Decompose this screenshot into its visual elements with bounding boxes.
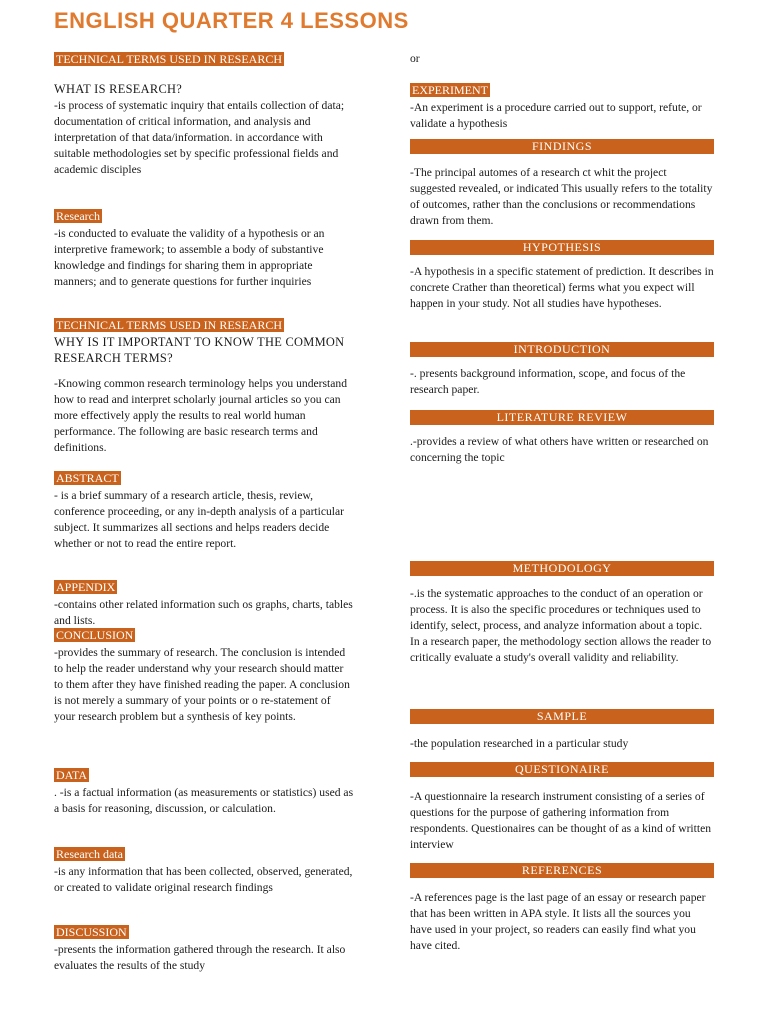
section-label: TECHNICAL TERMS USED IN RESEARCH	[56, 52, 283, 66]
section-text: -the population researched in a particular study	[410, 737, 629, 750]
section-heading: WHY IS IT IMPORTANT TO KNOW THE COMMON RESEARCH TERMS?	[54, 335, 345, 365]
section-technical-terms	[54, 50, 284, 68]
section-text: -presents the information gathered through the research. It also evaluates the results of the study	[54, 943, 346, 972]
section-label: ABSTRACT	[56, 471, 119, 485]
section-introduction	[410, 342, 714, 398]
section-references	[410, 863, 714, 954]
section-label: INTRODUCTION	[410, 342, 714, 357]
section-data	[54, 766, 354, 817]
section-text: -A hypothesis in a specific statement of prediction. It describes in concrete Crather than theoretical) ferms what you expect will happen in your study. Not all studies have hypotheses.	[410, 265, 714, 310]
page-title: ENGLISH QUARTER 4 LESSONS	[54, 8, 409, 33]
section-label: METHODOLOGY	[410, 561, 714, 576]
section-methodology	[410, 561, 714, 666]
section-conclusion	[54, 626, 354, 725]
section-abstract	[54, 469, 354, 552]
section-text: .-provides a review of what others have written or researched on concerning the topic	[410, 435, 709, 464]
section-label: FINDINGS	[410, 139, 714, 154]
section-label: HYPOTHESIS	[410, 240, 714, 255]
section-text: -is conducted to evaluate the validity of a hypothesis or an interpretive framework; to assemble a body of substantive knowledge and findings for sharing them in appropriate manners; and to generate questions for further inquiries	[54, 227, 325, 288]
section-what-is-research	[54, 81, 354, 178]
section-research	[54, 207, 354, 290]
section-text: -. presents background information, scope, and focus of the research paper.	[410, 367, 686, 396]
section-text: -A questionnaire la research instrument consisting of a series of questions for the purpose of gathering information from respondents. Questionaires can be thought of as a kind of written interview	[410, 790, 712, 851]
section-terminology	[54, 375, 354, 456]
section-text: -A references page is the last page of an essay or research paper that has been written in APA style. It lists all the sources you have used in your project, so readers can easily find what you have cited.	[410, 891, 706, 952]
section-text: -contains other related information such os graphs, charts, tables and lists.	[54, 598, 353, 627]
section-sample	[410, 709, 714, 752]
section-research-data	[54, 845, 354, 896]
section-text: -is process of systematic inquiry that entails collection of data; documentation of critical information, and analysis and interpretation of that data/information. in accordance with suitable methodologies set by specific professional fields and academic disciples	[54, 99, 345, 176]
section-text: . -is a factual information (as measurements or statistics) used as a basis for reasoning, discussion, or calculation.	[54, 786, 354, 815]
section-discussion	[54, 923, 354, 974]
section-hypothesis	[410, 240, 714, 312]
section-why-important	[54, 316, 354, 366]
section-text: -The principal automes of a research ct whit the project suggested revealed, or indicated This usually refers to the totality of outcomes, rather than the conclusions or recommendations drawn from them.	[410, 166, 713, 227]
section-label: DATA	[56, 768, 88, 782]
section-label: LITERATURE REVIEW	[410, 410, 714, 425]
section-label: REFERENCES	[410, 863, 714, 878]
section-heading: WHAT IS RESEARCH?	[54, 82, 183, 96]
section-label: Research data	[56, 847, 123, 861]
section-text: -.is the systematic approaches to the conduct of an operation or process. It is also the specific procedures or techniques used to identify, select, process, and analyze information about a topic. In a research paper, the methodology section allows the reader to critically evaluate a study's overall validity and reliability.	[410, 587, 712, 664]
section-text: -Knowing common research terminology helps you understand how to read and interpret scholarly journal articles so you can more effectively apply the results to real world human performance. The following are basic research terms and definitions.	[54, 377, 347, 454]
section-experiment	[410, 81, 716, 132]
section-findings	[410, 139, 714, 229]
section-literature-review	[410, 410, 714, 466]
section-label: Research	[56, 209, 100, 223]
section-label: DISCUSSION	[56, 925, 127, 939]
section-label: EXPERIMENT	[412, 83, 488, 97]
section-label: SAMPLE	[410, 709, 714, 724]
section-text: -provides the summary of research. The conclusion is intended to help the reader understand why your research should matter to them after they have finished reading the paper. A conclusion is not merely a summary of your points or o re-statement of your research problem but a synthesis of key points.	[54, 646, 350, 723]
section-label: QUESTIONAIRE	[410, 762, 714, 777]
section-questionaire	[410, 762, 714, 853]
section-label: TECHNICAL TERMS USED IN RESEARCH	[56, 318, 283, 332]
or-text	[410, 50, 420, 67]
section-appendix	[54, 578, 354, 629]
section-label: CONCLUSION	[56, 628, 134, 642]
section-text: or	[410, 52, 420, 65]
section-text: -An experiment is a procedure carried out to support, refute, or validate a hypothesis	[410, 101, 702, 130]
section-label: APPENDIX	[56, 580, 116, 594]
section-text: - is a brief summary of a research article, thesis, review, conference proceeding, or any in-depth analysis of a particular subject. It summarizes all sections and helps readers decide whether or not to read the entire report.	[54, 489, 345, 550]
section-text: -is any information that has been collected, observed, generated, or created to validate original research findings	[54, 865, 353, 894]
